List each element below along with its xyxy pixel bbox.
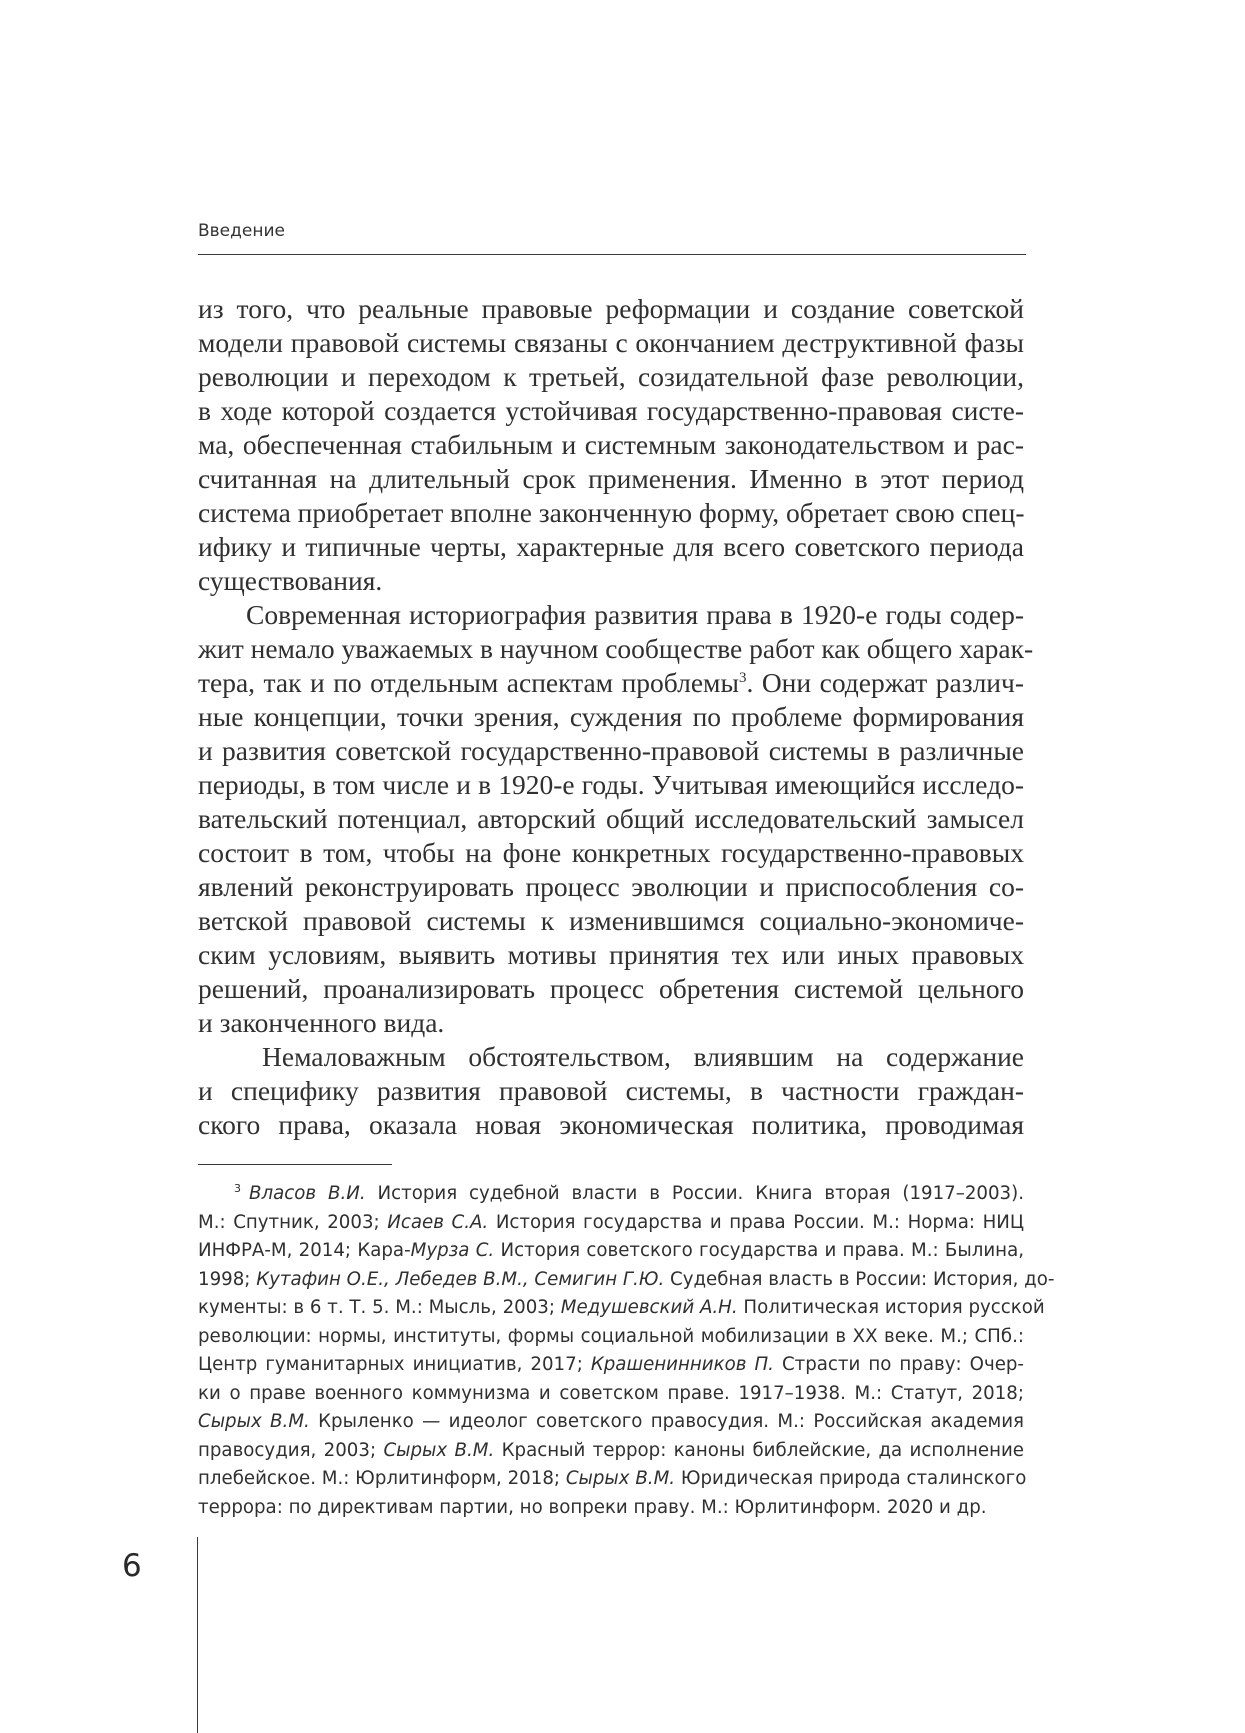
text-line: решений, проанализировать процесс обретения системой цельного [198, 973, 1024, 1004]
text-line: периоды, в том числе и в 1920-е годы. Учитывая имеющийся исследо- [198, 769, 1024, 800]
footnote-line: террора: по директивам партии, но вопреки праву. М.: Юрлитинформ. 2020 и др. [198, 1496, 987, 1518]
footnote-reference[interactable]: 3 [738, 670, 747, 686]
page-number: 6 [122, 1548, 142, 1584]
footnote-line: революции: нормы, институты, формы социальной мобилизации в XX веке. М.; СПб.: [198, 1325, 1024, 1347]
running-head: Введение [198, 221, 285, 241]
text-line: ифику и типичные черты, характерные для всего советского периода [198, 531, 1024, 562]
footnote-divider [198, 1164, 392, 1165]
footnote-line: ки о праве военного коммунизма и советском праве. 1917–1938. М.: Статут, 2018; [198, 1382, 1024, 1404]
text-line: считанная на длительный срок применения. Именно в этот период [198, 463, 1024, 494]
text-line: и развития советской государственно-правовой системы в различные [198, 735, 1024, 766]
page-number-rule [197, 1537, 198, 1733]
text-line: вательский потенциал, авторский общий исследовательский замысел [198, 803, 1024, 834]
footnote-line: М.: Спутник, 2003; Исаев С.А. История государства и права России. М.: Норма: НИЦ [198, 1211, 1024, 1233]
text-line: из того, что реальные правовые реформации и создание советской [198, 293, 1024, 324]
text-line: ветской правовой системы к изменившимся социально-экономиче- [198, 905, 1024, 936]
footnote-line: плебейское. М.: Юрлитинформ, 2018; Сырых В.М. Юридическая природа сталинского [198, 1468, 1027, 1489]
text-line: и законченного вида. [198, 1007, 445, 1038]
text-line: революции и переходом к третьей, созидательной фазе революции, [198, 361, 1024, 392]
text-line: ского права, оказала новая экономическая политика, проводимая [198, 1109, 1024, 1140]
text-line: существования. [198, 565, 383, 596]
footnote [198, 1180, 1055, 1522]
footnote-line: $^3$ Власов В.И. История судебной власти в России. Книга вторая (1917–2003). [234, 1182, 1024, 1204]
footnote-number: 3 [234, 1182, 241, 1195]
text-line: явлений реконструировать процесс эволюции и приспособления со- [198, 871, 1024, 902]
text-line: ма, обеспеченная стабильным и системным законодательством и рас- [198, 429, 1024, 460]
footnote-line: 1998; Кутафин О.Е., Лебедев В.М., Семигин Г.Ю. Судебная власть в России: История, до- [198, 1268, 1055, 1290]
footnote-line: ИНФРА-М, 2014; Кара-Мурза С. История советского государства и права. М.: Былина, [198, 1240, 1024, 1261]
text-line: система приобретает вполне законченную форму, обретает свою спец- [198, 497, 1025, 528]
text-line: состоит в том, чтобы на фоне конкретных государственно-правовых [198, 837, 1024, 868]
main-text [198, 292, 1034, 1142]
text-line: и специфику развития правовой системы, в частности граждан- [198, 1075, 1024, 1106]
footnote-line: кументы: в 6 т. Т. 5. М.: Мысль, 2003; Медушевский А.Н. Политическая история русской [198, 1297, 1045, 1318]
text-line: в ходе которой создается устойчивая государственно-правовая систе- [198, 395, 1024, 426]
text-line: ные концепции, точки зрения, суждения по проблеме формирования [198, 701, 1024, 732]
footnote-line: Центр гуманитарных инициатив, 2017; Крашенинников П. Страсти по праву: Очер- [198, 1354, 1024, 1375]
footnote-line: правосудия, 2003; Сырых В.М. Красный террор: каноны библейские, да исполнение [198, 1439, 1024, 1461]
text-line: Немаловажным обстоятельством, влиявшим на содержание [262, 1041, 1024, 1072]
text-line: ским условиям, выявить мотивы принятия тех или иных правовых [198, 939, 1024, 970]
text-line: тера, так и по отдельным аспектам проблемы$^3$. Они содержат различ- [198, 667, 1024, 698]
text-line: Современная историография развития права в 1920-е годы содер- [246, 599, 1024, 630]
text-line: модели правовой системы связаны с окончанием деструктивной фазы [198, 327, 1024, 358]
text-line: жит немало уважаемых в научном сообществе работ как общего харак- [198, 633, 1034, 664]
footnote-line: Сырых В.М. Крыленко — идеолог советского правосудия. М.: Российская академия [198, 1411, 1024, 1432]
header-divider [198, 254, 1026, 255]
